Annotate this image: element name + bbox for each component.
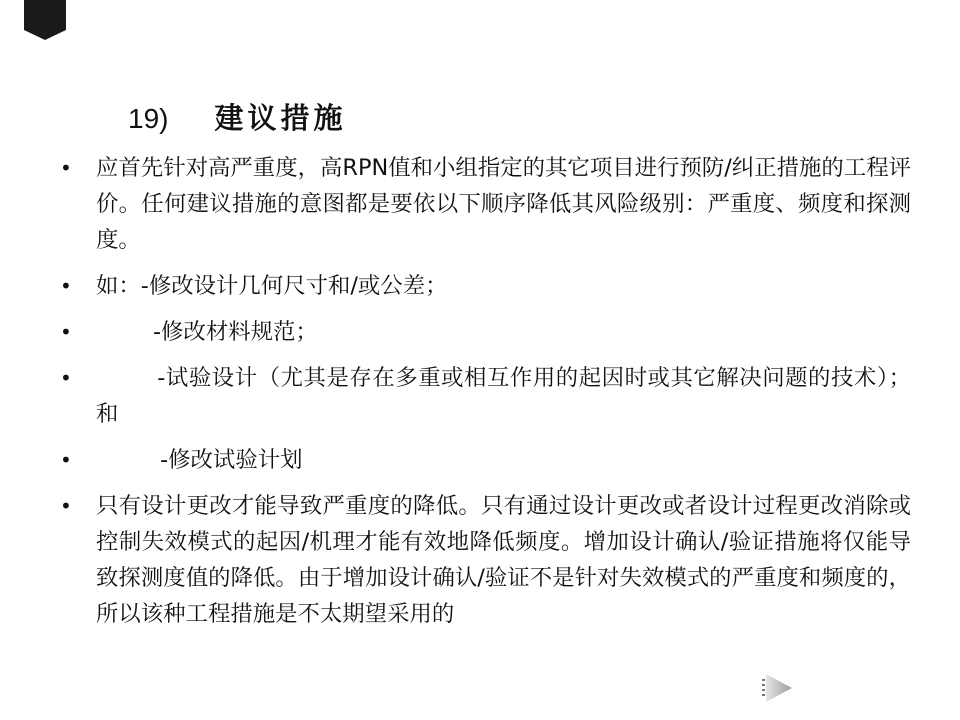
bullet-item: • 如：-修改设计几何尺寸和/或公差； [0,268,911,304]
bullet-item: • 只有设计更改才能导致严重度的降低。只有通过设计更改或者设计过程更改消除或控制失效模式的起因/机理才能有效地降低频度。增加设计确认/验证措施将仅能导致探测度值的降低。由于增加设计确认/验证不是针对失效模式的严重度和频度的，所以该种工程措施是不太期望采用的 [0,488,911,632]
bullet-item: • -修改试验计划 [0,442,911,478]
slide-title [128,96,346,137]
title-text: 建议措施 [214,101,347,135]
corner-tab-icon [24,0,66,40]
bullet-list [0,150,960,642]
title-number: 19) [128,103,169,134]
bullet-item: • -试验设计（尤其是存在多重或相互作用的起因时或其它解决问题的技术）；和 [0,360,911,432]
bullet-item: • 应首先针对高严重度，高RPN值和小组指定的其它项目进行预防/纠正措施的工程评价。任何建议措施的意图都是要依以下顺序降低其风险级别：严重度、频度和探测度。 [0,150,911,258]
next-arrow-icon[interactable] [752,670,800,706]
bullet-item: • -修改材料规范； [0,314,911,350]
